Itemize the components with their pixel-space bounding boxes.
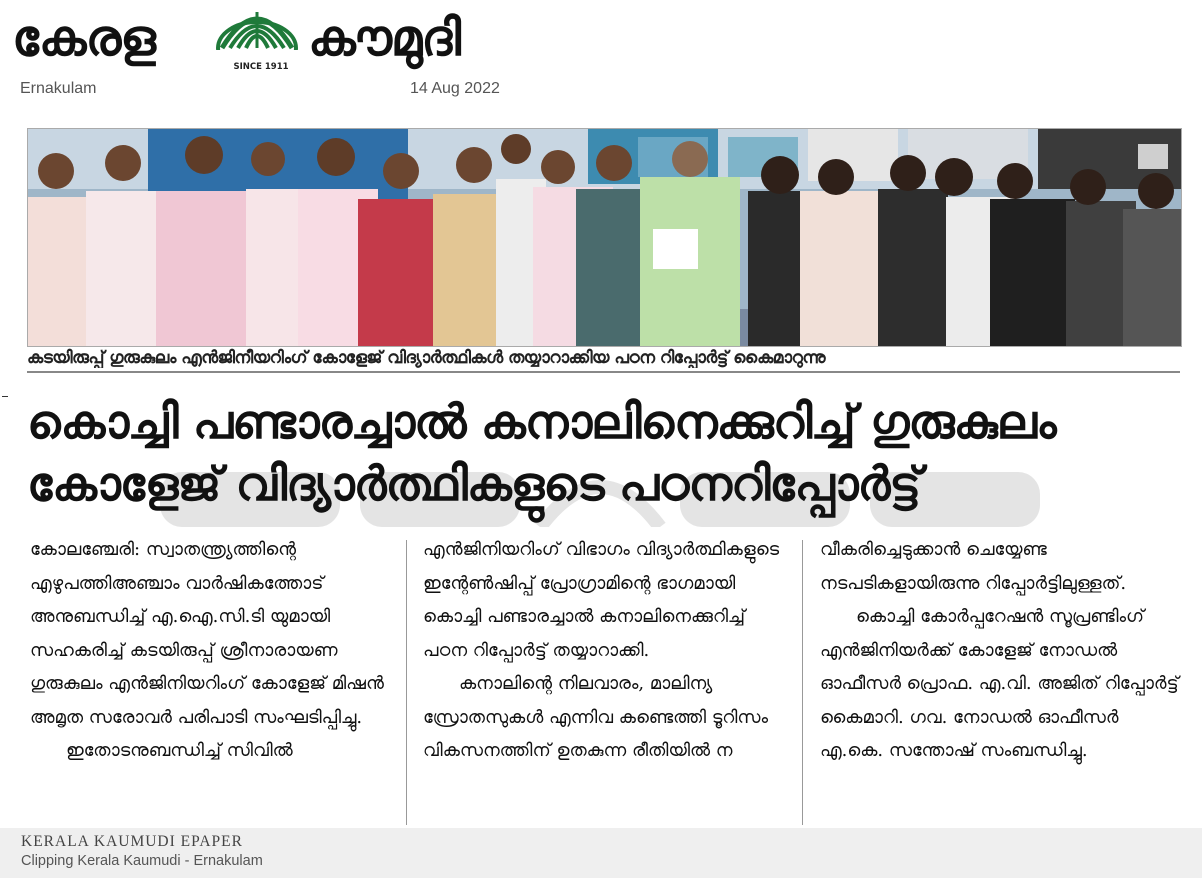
paragraph: കനാലിന്റെ നിലവാരം, മാലിന്യ സ്രോതസുകൾ എന്നിവ കണ്ടെത്തി ടൂറിസം വികസനത്തിന് ഉതകുന്ന രീതിയിൽ ന — [423, 673, 769, 761]
paragraph: കൊച്ചി കോർപ്പറേഷൻ സൂപ്രണ്ടിംഗ് എൻജിനിയർക്ക് കോളേജ് നോഡൽ ഓഫീസർ പ്രൊഫ. എ.വി. അജിത് റിപ്പോർട്ട് കൈമാറി. ഗവ. നോഡൽ ഓഫീസർ എ.കെ. സന്തോഷ് സംബന്ധിച്ചു. — [820, 606, 1179, 761]
article-column-3 — [820, 533, 1180, 768]
epaper-footer — [0, 828, 1202, 878]
footer-subtitle: Clipping Kerala Kaumudi - Ernakulam — [21, 853, 263, 869]
logo-text-kerala: കേരള — [12, 9, 155, 67]
caption-divider — [27, 371, 1180, 373]
news-photo — [27, 128, 1182, 347]
group-photo-image — [28, 129, 1181, 346]
paragraph: ഇതോടനുബന്ധിച്ച് സിവിൽ — [66, 740, 293, 761]
article-headline — [27, 392, 1187, 516]
article-column-2 — [423, 533, 783, 768]
logo-text-kaumudi: കൗമുദി — [308, 9, 461, 67]
margin-mark — [2, 396, 8, 397]
column-divider — [802, 540, 803, 825]
edition-label: Ernakulam — [20, 80, 97, 97]
masthead — [10, 0, 530, 108]
footer-title: KERALA KAUMUDI EPAPER — [21, 833, 243, 850]
paragraph: എൻജിനിയറിംഗ് വിഭാഗം വിദ്യാർത്ഥികളുടെ ഇന്റേൺഷിപ്പ് പ്രോഗ്രാമിന്റെ ഭാഗമായി കൊച്ചി പണ്ടാരച്ചാൽ കനാലിനെക്കുറിച്ച് പഠന റിപ്പോർട്ട് തയ്യാറാക്കി. — [423, 539, 780, 661]
paragraph: വീകരിച്ചെടുക്കാൻ ചെയ്യേണ്ട നടപടികളായിരുന്നു റിപ്പോർട്ടിലുള്ളത്. — [820, 539, 1127, 594]
headline-line-2: കോളേജ് വിദ്യാർത്ഥികളുടെ പഠനറിപ്പോർട്ട് — [27, 457, 921, 512]
kaumudi-emblem-icon — [216, 4, 298, 66]
edition-date: 14 Aug 2022 — [410, 80, 500, 97]
paragraph: കോലഞ്ചേരി: സ്വാതന്ത്ര്യത്തിന്റെ എഴുപത്തിഅഞ്ചാം വാർഷികത്തോട് അനുബന്ധിച്ച് എ.ഐ.സി.ടി യുമായി സഹകരിച്ച് കടയിരുപ്പ് ശ്രീനാരായണ ഗുരുകുലം എൻജിനിയറിംഗ് കോളേജ് മിഷൻ അമൃത സരോവർ പരിപാടി സംഘടിപ്പിച്ചു. — [30, 539, 384, 728]
since-label: SINCE 1911 — [233, 62, 289, 72]
article-column-1 — [30, 533, 390, 768]
headline-line-1: കൊച്ചി പണ്ടാരച്ചാൽ കനാലിനെക്കുറിച്ച് ഗുരുകുലം — [27, 395, 1056, 450]
column-divider — [406, 540, 407, 825]
photo-caption: കടയിരുപ്പ് ഗുരുകുലം എൻജിനീയറിംഗ് കോളേജ് വിദ്യാർത്ഥികൾ തയ്യാറാക്കിയ പഠന റിപ്പോർട്ട് കൈമാറുന്നു — [27, 348, 825, 368]
